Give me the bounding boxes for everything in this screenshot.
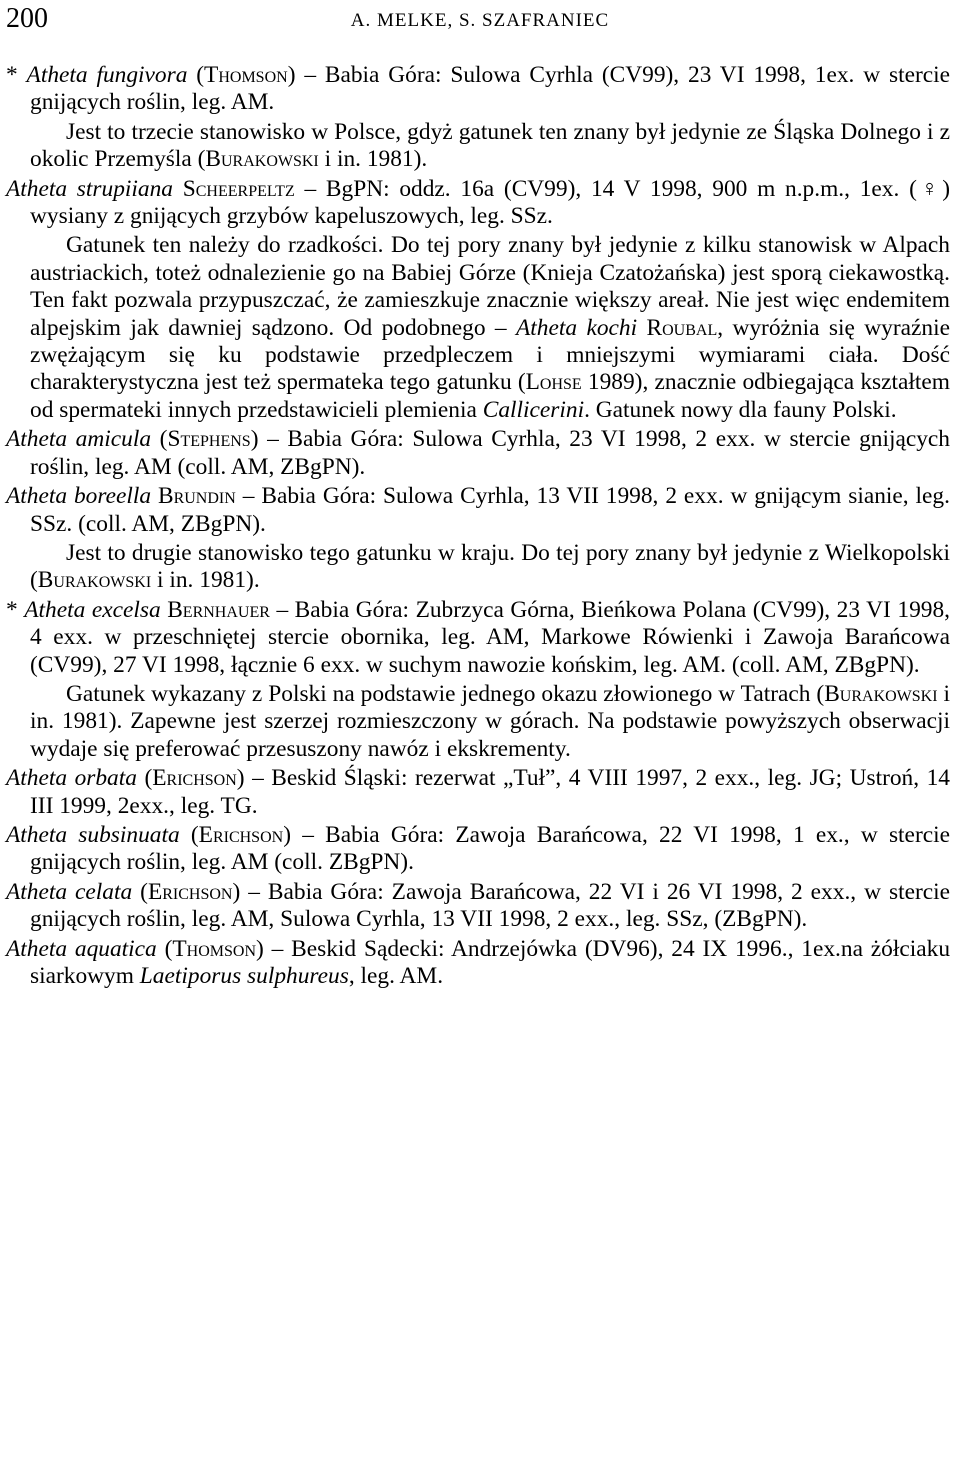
text-run: ) – Babia Góra: Zawoja Barańcowa, 22 VI 1998, 1 ex., w stercie gnijących roślin, leg. AM (coll. ZBgPN). (30, 821, 950, 876)
taxon-name: Atheta celata (6, 878, 133, 905)
text-run: ( (151, 426, 168, 453)
species-entry (6, 765, 950, 820)
author-name: Stephens (167, 426, 251, 453)
text-run: ( (187, 62, 205, 88)
text-run: i in. 1981). (151, 567, 260, 594)
species-entry (6, 597, 950, 679)
species-entry (6, 426, 950, 481)
species-entry (6, 936, 950, 991)
author-name: Erichson (198, 821, 284, 848)
text-run: * (6, 596, 25, 623)
text-run: ( (156, 935, 173, 962)
species-entry (6, 62, 950, 117)
author-name: Brundin (157, 483, 236, 510)
author-name: Erichson (152, 765, 237, 792)
taxon-name: Atheta aquatica (6, 935, 157, 962)
author-name: Thomson (204, 62, 288, 88)
taxon-name: Atheta kochi (516, 314, 638, 341)
text-run: i in. 1981). Zapewne jest szerzej rozmieszczony w górach. Na podstawie powyższych obserwacji wydaje się preferować przesuszony nawóz i ekskrementy. (30, 680, 950, 762)
author-name: Burakowski (824, 680, 938, 707)
species-entry (6, 483, 950, 538)
text-run: – Babia Góra: Sulowa Cyrhla, 13 VII 1998, 2 exx. w gnijącym sianie, leg. SSz. (coll. AM, ZBgPN). (30, 483, 950, 537)
author-name: Lohse (525, 369, 582, 396)
text-run: ( (179, 821, 199, 848)
text-run: i in. 1981). (318, 146, 428, 173)
text-run: ( (132, 878, 148, 905)
commentary-paragraph (6, 540, 950, 595)
author-name: Scheerpeltz (182, 175, 295, 202)
commentary-paragraph (6, 119, 950, 174)
text-run: ) – Babia Góra: Zawoja Barańcowa, 22 VI i 26 VI 1998, 2 exx., w stercie gnijących roślin, leg. AM, Sulowa Cyrhla, 13 VII 1998, 2 exx., leg. SSz, (ZBgPN). (30, 878, 951, 933)
author-name: Burakowski (205, 146, 319, 173)
species-entry (6, 822, 950, 877)
text-run: Gatunek wykazany z Polski na podstawie jednego okazu złowionego w Tatrach ( (66, 680, 825, 707)
text-run: ) – Beskid Sądecki: Andrzejówka (DV96), 24 IX 1996., 1ex.na żółciaku siarkowym (30, 935, 951, 989)
body-text (6, 62, 950, 992)
text-run: . Gatunek nowy dla fauny Polski. (584, 396, 897, 423)
text-run: ) – Babia Góra: Sulowa Cyrhla, 23 VI 1998, 2 exx. w stercie gnijących roślin, leg. AM (coll. AM, ZBgPN). (30, 426, 951, 480)
page-header (6, 2, 954, 36)
taxon-name: Atheta amicula (6, 426, 152, 453)
author-name: Bernhauer (167, 596, 270, 623)
author-name: Roubal (646, 314, 718, 341)
text-run: – BgPN: oddz. 16a (CV99), 14 V 1998, 900 m n.p.m., 1ex. (♀) wysiany z gnijących grzybów kapeluszowych, leg. SSz. (30, 175, 950, 230)
author-name: Thomson (172, 935, 257, 962)
text-run: – Babia Góra: Zubrzyca Górna, Bieńkowa Polana (CV99), 23 VI 1998, 4 exx. w przeschniętej stercie obornika, leg. AM, Markowe Rówienki i Zawoja Barańcowa (CV99), 27 VI 1998, łącznie 6 exx. w suchym nawozie końskim, leg. AM. (coll. AM, ZBgPN). (30, 596, 950, 678)
species-entry (6, 176, 950, 231)
text-run (637, 315, 646, 341)
author-name: Erichson (147, 878, 233, 905)
text-run (151, 483, 158, 509)
text-run: ) – Babia Góra: Sulowa Cyrhla (CV99), 23 VI 1998, 1ex. w stercie gnijących roślin, leg. AM. (30, 62, 951, 116)
author-name: Burakowski (37, 567, 152, 594)
taxon-name: Atheta boreella (6, 483, 152, 510)
text-run: ) – Beskid Śląski: rezerwat „Tuł”, 4 VIII 1997, 2 exx., leg. JG; Ustroń, 14 III 1999, 2exx., leg. TG. (30, 765, 950, 819)
taxon-name: Callicerini (482, 396, 585, 423)
text-run: Jest to drugie stanowisko tego gatunku w kraju. Do tej pory znany był jedynie z Wielkopolski ( (30, 539, 950, 594)
text-run: , wyróżnia się wyraźnie zwężającym się ku podstawie przedpleczem i mniejszymi wymiarami ciała. Dość charakterystyczna jest też spermateka tego gatunku ( (30, 314, 950, 396)
text-run: ( (136, 765, 153, 792)
text-run: 1989), znacznie odbiegająca kształtem od spermateki innych przedstawicieli plemienia (30, 369, 950, 423)
taxon-name: Atheta orbata (6, 765, 137, 792)
text-run (173, 176, 183, 202)
taxon-name: Laetiporus sulphureus (139, 963, 349, 989)
text-run: Jest to trzecie stanowisko w Polsce, gdyż gatunek ten znany był jedynie ze Śląska Dolnego i z okolic Przemyśla ( (30, 118, 950, 173)
taxon-name: Atheta excelsa (24, 596, 161, 623)
text-run: * (6, 62, 27, 88)
running-head: A. MELKE, S. SZAFRANIEC (350, 10, 610, 31)
commentary-paragraph (6, 681, 950, 763)
page-number: 200 (6, 3, 48, 34)
taxon-name: Atheta strupiiana (6, 175, 173, 202)
commentary-paragraph (6, 232, 950, 424)
taxon-name: Atheta subsinuata (6, 821, 180, 848)
text-run: , leg. AM. (348, 963, 444, 989)
text-run: Gatunek ten należy do rzadkości. Do tej pory znany był jedynie z kilku stanowisk w Alpach austriackich, toteż odnalezienie go na Babiej Górze (Knieja Czatożańska) jest sporą ciekawostką. Ten fakt pozwala przypuszczać, że zamieszkuje znacznie większy areał. Nie jest więc endemitem alpejskim jak dawniej sądzono. Od podobnego – (30, 232, 950, 341)
taxon-name: Atheta fungivora (26, 62, 188, 88)
species-entry (6, 879, 950, 934)
